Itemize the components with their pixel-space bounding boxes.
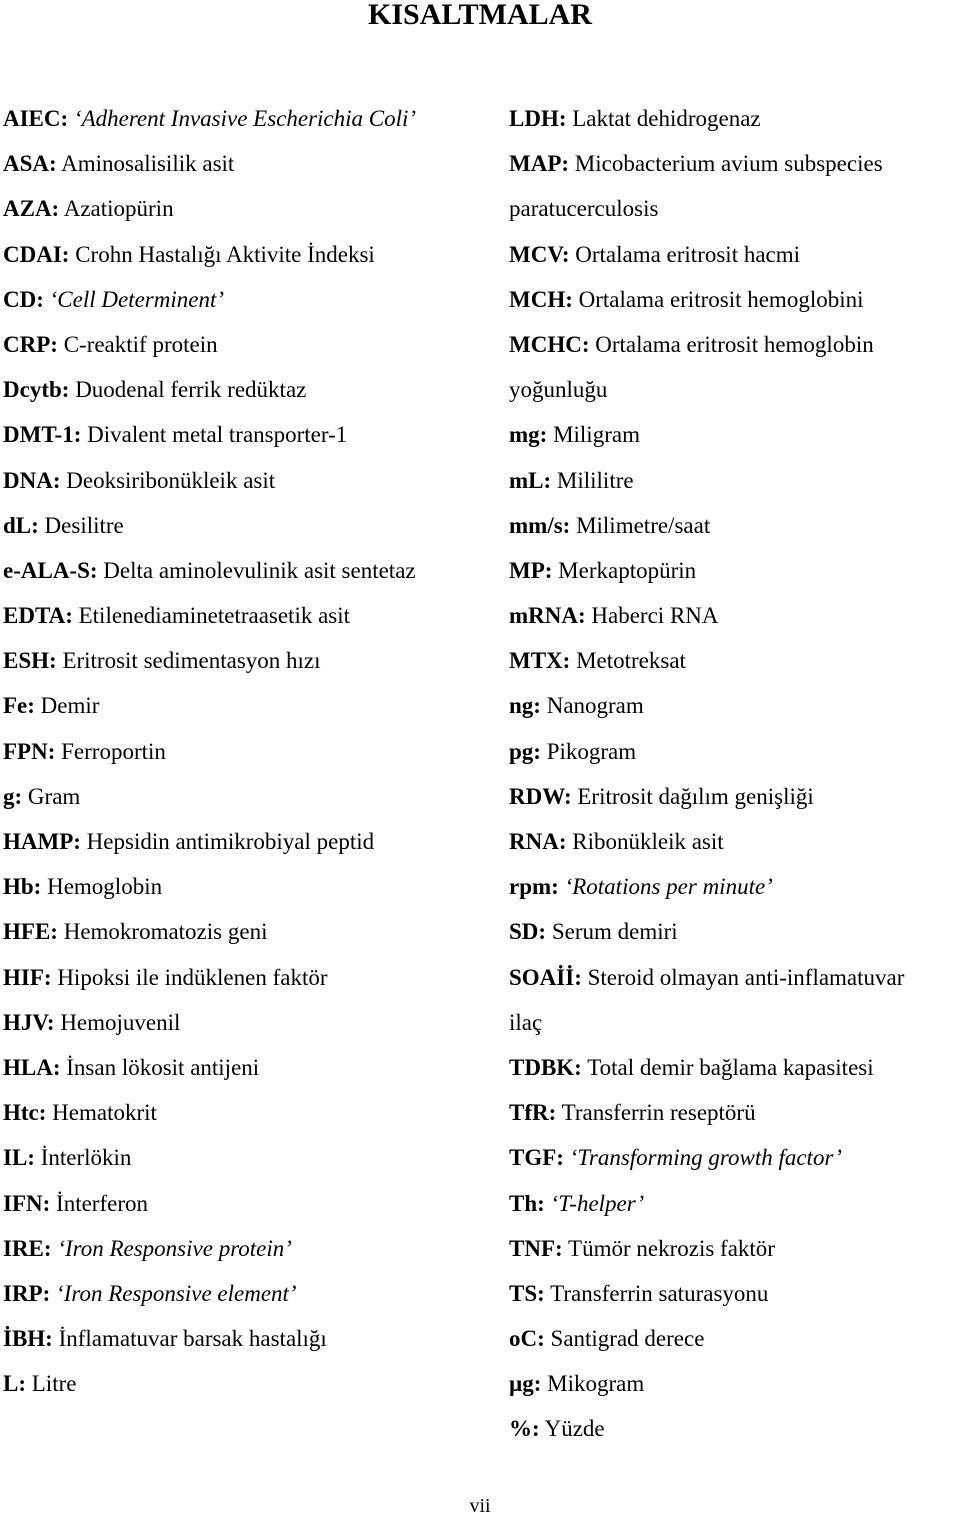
abbreviation-term: ESH: [3, 648, 57, 674]
abbreviation-term: AIEC: [3, 106, 69, 131]
abbreviation-entry [3, 548, 498, 593]
abbreviation-definition: Tümör nekrozis faktör [568, 1235, 775, 1261]
abbreviation-term: dL: [3, 512, 39, 538]
abbreviation-entry [3, 864, 498, 909]
abbreviation-definition: Serum demiri [551, 919, 678, 945]
abbreviation-term: e-ALA-S: [3, 557, 98, 583]
abbreviation-term: SD: [509, 919, 547, 945]
abbreviation-column-right [509, 96, 960, 1452]
abbreviation-term: MCV: [509, 241, 570, 267]
abbreviation-term: mL: [509, 467, 552, 493]
abbreviation-entry [509, 819, 960, 864]
abbreviation-definition: Haberci RNA [591, 603, 719, 629]
abbreviation-entry [509, 186, 960, 231]
abbreviation-entry [509, 1226, 960, 1271]
abbreviation-definition: Deoksiribonükleik asit [66, 467, 276, 493]
abbreviation-entry [509, 864, 960, 909]
abbreviation-definition: Transferrin saturasyonu [550, 1280, 769, 1306]
abbreviation-term: RDW: [509, 783, 572, 809]
abbreviation-term: DNA: [3, 467, 61, 493]
abbreviation-entry [509, 955, 960, 1000]
abbreviation-entry [3, 1000, 498, 1045]
abbreviation-definition: Hemojuvenil [60, 1009, 181, 1035]
abbreviation-entry [509, 593, 960, 638]
abbreviation-term: SOAİİ: [509, 964, 582, 990]
abbreviation-entry [3, 96, 498, 141]
abbreviation-entry [3, 774, 498, 819]
abbreviation-entry [509, 1000, 960, 1045]
page-number: vii [469, 1495, 491, 1517]
abbreviation-definition: Divalent metal transporter-1 [87, 422, 348, 448]
abbreviation-term: ng: [509, 693, 541, 719]
abbreviation-term: rpm: [509, 874, 559, 900]
abbreviation-definition: Hemokromatozis geni [63, 919, 268, 945]
abbreviation-term: TfR: [509, 1100, 557, 1126]
abbreviation-entry [509, 1135, 960, 1180]
abbreviation-definition: Laktat dehidrogenaz [572, 106, 761, 131]
abbreviation-definition: Transferrin reseptörü [561, 1100, 756, 1126]
abbreviation-term: TGF: [509, 1145, 564, 1171]
abbreviation-definition: Demir [40, 693, 100, 719]
abbreviation-term: IRE: [3, 1235, 52, 1261]
abbreviation-entry [3, 277, 498, 322]
abbreviation-entry [3, 1135, 498, 1180]
abbreviation-definition: Santigrad derece [550, 1326, 705, 1352]
abbreviation-entry [3, 141, 498, 186]
abbreviation-entry [509, 277, 960, 322]
abbreviation-term: MCH: [509, 286, 573, 312]
abbreviation-term: CDAI: [3, 241, 70, 267]
abbreviation-definition: Ribonükleik asit [572, 829, 724, 854]
abbreviation-entry [3, 1226, 498, 1271]
abbreviation-term: LDH: [509, 106, 567, 131]
abbreviation-entry [509, 1181, 960, 1226]
abbreviation-definition: Micobacterium avium subspecies [574, 151, 883, 177]
abbreviation-entry [509, 729, 960, 774]
abbreviation-definition: Hemoglobin [47, 874, 163, 900]
abbreviation-definition: İnsan lökosit antijeni [66, 1054, 260, 1080]
abbreviation-term: TNF: [509, 1235, 563, 1261]
abbreviation-entry [509, 458, 960, 503]
abbreviation-term: mm/s: [509, 512, 571, 538]
abbreviation-entry [3, 1045, 498, 1090]
abbreviation-definition: Hepsidin antimikrobiyal peptid [86, 829, 375, 854]
abbreviation-entry [3, 819, 498, 864]
abbreviation-definition: Eritrosit sedimentasyon hızı [62, 648, 321, 674]
abbreviation-term: CRP: [3, 331, 58, 357]
abbreviation-entry [3, 367, 498, 412]
abbreviation-definition: İnterferon [56, 1190, 148, 1216]
abbreviation-definition: Total demir bağlama kapasitesi [587, 1054, 874, 1080]
abbreviation-definition: Metotreksat [576, 648, 686, 674]
abbreviation-entry [509, 909, 960, 954]
abbreviation-term: MAP: [509, 151, 570, 177]
abbreviation-term: mg: [509, 422, 548, 448]
abbreviation-term: ASA: [3, 151, 57, 177]
abbreviation-entry [509, 1045, 960, 1090]
abbreviation-definition: Nanogram [546, 693, 644, 719]
abbreviation-definition: Crohn Hastalığı Aktivite İndeksi [75, 241, 375, 267]
abbreviation-definition: Duodenal ferrik redüktaz [75, 377, 307, 403]
abbreviation-definition: İnflamatuvar barsak hastalığı [58, 1326, 327, 1352]
abbreviation-entry [3, 1361, 498, 1406]
abbreviation-term: TS: [509, 1280, 545, 1306]
abbreviation-term: Hb: [3, 874, 42, 900]
abbreviation-term: pg: [509, 738, 541, 764]
abbreviation-entry [3, 729, 498, 774]
abbreviation-definition: yoğunluğu [509, 377, 608, 403]
abbreviation-entry [509, 1406, 960, 1451]
abbreviation-entry [509, 638, 960, 683]
abbreviation-definition: ilaç [509, 1009, 543, 1035]
abbreviation-definition: Eritrosit dağılım genişliği [577, 783, 814, 809]
abbreviation-entry [509, 322, 960, 367]
abbreviation-term: TDBK: [509, 1054, 582, 1080]
abbreviation-definition: Litre [31, 1371, 77, 1397]
abbreviation-term: oC: [509, 1326, 545, 1352]
abbreviation-entry [509, 141, 960, 186]
abbreviation-term: Th: [509, 1190, 545, 1216]
abbreviation-definition: ‘T-helper’ [550, 1190, 645, 1216]
abbreviation-definition: Yüzde [544, 1416, 605, 1442]
abbreviation-definition: Ortalama eritrosit hemoglobin [595, 331, 874, 357]
abbreviation-term: DMT-1: [3, 422, 82, 448]
abbreviation-definition: C-reaktif protein [63, 331, 218, 357]
abbreviation-definition: Merkaptopürin [558, 557, 697, 583]
abbreviation-entry [509, 1361, 960, 1406]
abbreviation-entry [509, 367, 960, 412]
abbreviation-definition: Aminosalisilik asit [61, 151, 235, 177]
abbreviation-term: IL: [3, 1145, 35, 1171]
abbreviation-entry [509, 548, 960, 593]
abbreviation-definition: Azatiopürin [63, 196, 174, 222]
abbreviation-definition: Milimetre/saat [576, 512, 711, 538]
abbreviation-term: µg: [509, 1371, 542, 1397]
page-title: KISALTMALAR [368, 0, 592, 31]
abbreviation-definition: ‘Iron Responsive protein’ [57, 1235, 292, 1261]
abbreviation-term: MCHC: [509, 331, 590, 357]
abbreviation-definition: ‘Rotations per minute’ [564, 874, 773, 900]
abbreviation-entry [3, 1181, 498, 1226]
abbreviation-entry [3, 458, 498, 503]
abbreviation-entry [3, 683, 498, 728]
abbreviation-definition: ‘Adherent Invasive Escherichia Coli’ [73, 106, 417, 131]
abbreviation-term: FPN: [3, 738, 56, 764]
abbreviation-term: L: [3, 1371, 26, 1397]
abbreviation-entry [3, 593, 498, 638]
abbreviation-entry [509, 232, 960, 277]
abbreviation-entry [509, 503, 960, 548]
abbreviation-entry [3, 1090, 498, 1135]
abbreviation-definition: Delta aminolevulinik asit sentetaz [103, 557, 416, 583]
abbreviation-column-left [3, 96, 498, 1406]
abbreviation-term: %: [509, 1416, 540, 1442]
abbreviation-definition: Hipoksi ile indüklenen faktör [57, 964, 328, 990]
abbreviation-definition: Ortalama eritrosit hemoglobini [578, 286, 864, 312]
abbreviation-definition: paratucerculosis [509, 196, 659, 222]
abbreviation-definition: Gram [27, 783, 81, 809]
abbreviation-definition: Etilenediaminetetraasetik asit [78, 603, 351, 629]
abbreviation-term: HIF: [3, 964, 52, 990]
abbreviation-entry [3, 955, 498, 1000]
abbreviation-definition: ‘Iron Responsive element’ [56, 1280, 297, 1306]
abbreviation-term: IFN: [3, 1190, 51, 1216]
abbreviation-entry [3, 503, 498, 548]
abbreviation-term: mRNA: [509, 603, 586, 629]
abbreviation-definition: ‘Transforming growth factor’ [569, 1145, 842, 1171]
abbreviation-entry [3, 186, 498, 231]
abbreviation-definition: İnterlökin [40, 1145, 132, 1171]
abbreviation-definition: Hematokrit [52, 1100, 157, 1126]
abbreviation-term: CD: [3, 286, 44, 312]
abbreviation-term: MTX: [509, 648, 571, 674]
abbreviation-term: Fe: [3, 693, 35, 719]
abbreviation-entry [509, 1271, 960, 1316]
abbreviation-term: AZA: [3, 196, 60, 222]
abbreviation-entry [3, 1271, 498, 1316]
abbreviation-term: IRP: [3, 1280, 51, 1306]
abbreviation-definition: ‘Cell Determinent’ [49, 286, 225, 312]
abbreviation-definition: Miligram [553, 422, 640, 448]
abbreviation-term: g: [3, 783, 23, 809]
abbreviation-definition: Pikogram [546, 738, 637, 764]
abbreviation-entry [509, 412, 960, 457]
abbreviation-entry [3, 1316, 498, 1361]
abbreviation-definition: Steroid olmayan anti-inflamatuvar [587, 964, 905, 990]
abbreviation-term: İBH: [3, 1326, 53, 1352]
abbreviation-entry [3, 232, 498, 277]
abbreviation-entry [3, 322, 498, 367]
abbreviation-term: EDTA: [3, 603, 73, 629]
abbreviation-definition: Ferroportin [61, 738, 166, 764]
abbreviation-definition: Desilitre [44, 512, 124, 538]
abbreviation-definition: Ortalama eritrosit hacmi [575, 241, 801, 267]
abbreviation-definition: Mililitre [556, 467, 634, 493]
abbreviation-term: Htc: [3, 1100, 47, 1126]
abbreviation-definition: Mikogram [547, 1371, 645, 1397]
abbreviation-term: HJV: [3, 1009, 55, 1035]
abbreviation-entry [509, 1090, 960, 1135]
abbreviation-term: RNA: [509, 829, 567, 854]
abbreviation-entry [509, 683, 960, 728]
abbreviation-term: Dcytb: [3, 377, 70, 403]
abbreviation-term: HAMP: [3, 829, 81, 854]
abbreviation-entry [509, 774, 960, 819]
abbreviation-entry [3, 909, 498, 954]
abbreviation-entry [3, 638, 498, 683]
abbreviation-term: HLA: [3, 1054, 61, 1080]
abbreviation-term: HFE: [3, 919, 58, 945]
abbreviation-entry [509, 1316, 960, 1361]
abbreviation-entry [3, 412, 498, 457]
abbreviation-term: MP: [509, 557, 553, 583]
abbreviation-entry [509, 96, 960, 141]
